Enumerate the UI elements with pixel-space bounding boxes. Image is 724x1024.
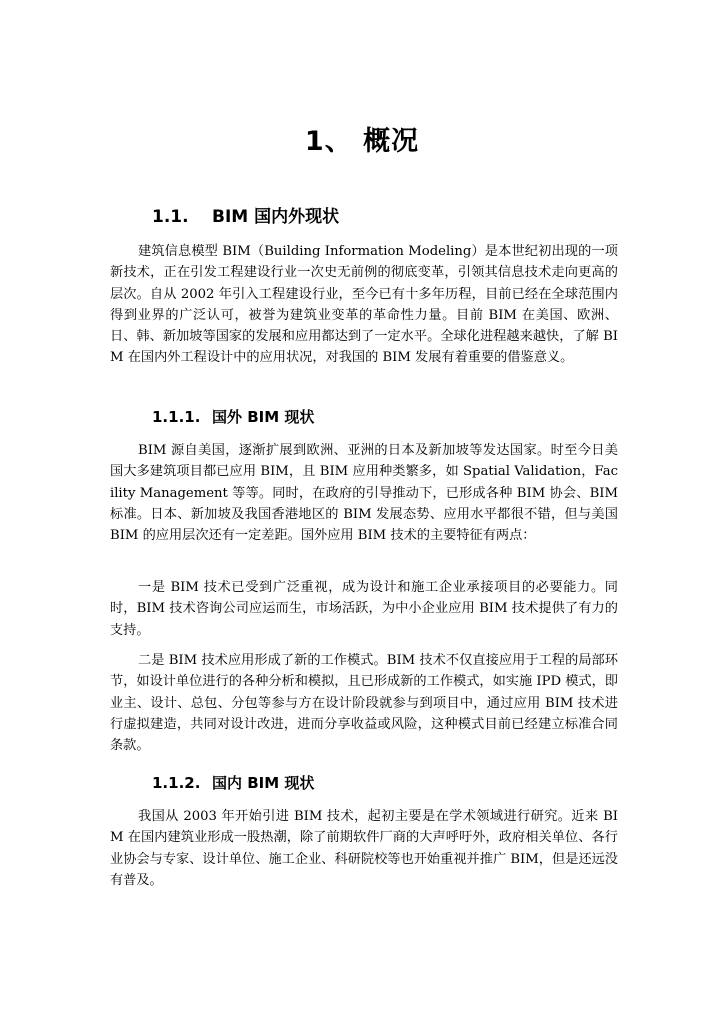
foreign-paragraph-1: BIM 源自美国，逐渐扩展到欧洲、亚洲的日本及新加坡等发达国家。时至今日美国大多建筑项目都已应用 BIM，且 BIM 应用种类繁多，如 Spatial Validation，Facility Management 等等。同时，在政府的引导推动下，已形成各种 BIM 协会、BIM 标准。日本、新加坡及我国香港地区的 BIM 发展态势、应用水平都很不错，但与美国 BIM 的应用层次还有一定差距。国外应用 BIM 技术的主要特征有两点：: [110, 443, 618, 544]
subsection-title-domestic: 国内 BIM 现状: [212, 774, 315, 792]
domestic-paragraph-1: 我国从 2003 年开始引进 BIM 技术，起初主要是在学术领域进行研究。近来 BIM 在国内建筑业形成一股热潮，除了前期软件厂商的大声呼吁外，政府相关单位、各行业协会与专家、设计单位、施工企业、科研院校等也开始重视并推广 BIM，但是还远没有普及。: [110, 809, 618, 888]
foreign-paragraph-2: 一是 BIM 技术已受到广泛重视，成为设计和施工企业承接项目的必要能力。同时，BIM 技术咨询公司应运而生，市场活跃，为中小企业应用 BIM 技术提供了有力的支持。: [110, 580, 618, 638]
subsection-heading-foreign: [152, 404, 314, 430]
subsection-heading-domestic: [152, 770, 314, 796]
section-intro-paragraph: 建筑信息模型 BIM（Building Information Modeling）是本世纪初出现的一项新技术，正在引发工程建设行业一次史无前例的彻底变革，引领其信息技术走向更高的层次。自从 2002 年引入工程建设行业，至今已有十多年历程，目前已经在全球范围内得到业界的广泛认可，被誉为建筑业变革的革命性力量。目前 BIM 在美国、欧洲、日、韩、新加坡等国家的发展和应用都达到了一定水平。全球化进程越来越快，了解 BIM 在国内外工程设计中的应用状况，对我国的 BIM 发展有着重要的借鉴意义。: [110, 244, 618, 366]
section-heading: [152, 203, 339, 231]
subsection-number-foreign: 1.1.1.: [152, 408, 201, 426]
section-title: BIM 国内外现状: [212, 207, 340, 227]
subsection-title-foreign: 国外 BIM 现状: [212, 408, 315, 426]
subsection-number-domestic: 1.1.2.: [152, 774, 201, 792]
section-number: 1.1.: [152, 207, 189, 227]
foreign-paragraph-3: 二是 BIM 技术应用形成了新的工作模式。BIM 技术不仅直接应用于工程的局部环节，如设计单位进行的各种分析和模拟，且已形成新的工作模式，如实施 IPD 模式，即业主、设计、总包、分包等参与方在设计阶段就参与到项目中，通过应用 BIM 技术进行虚拟建造，共同对设计改进，进而分享收益或风险，这种模式目前已经建立标准合同条款。: [110, 653, 618, 754]
chapter-title: 1、 概况: [304, 126, 420, 157]
